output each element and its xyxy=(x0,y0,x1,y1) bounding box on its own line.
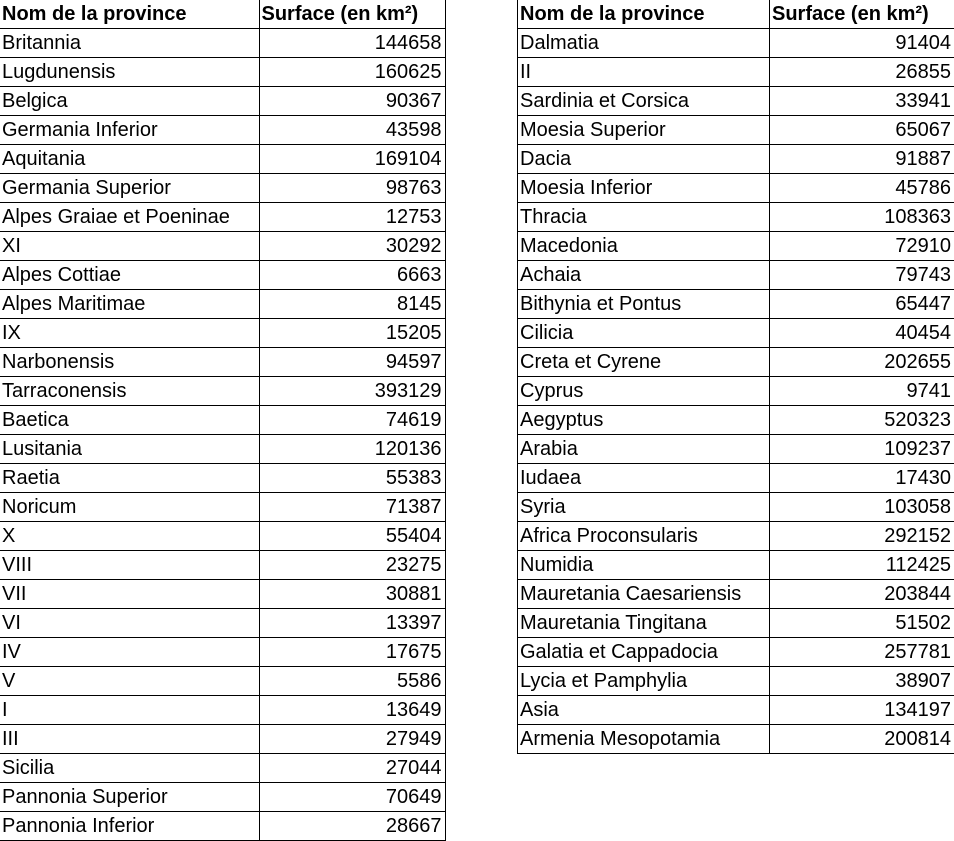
province-name-cell: Pannonia Superior xyxy=(0,783,259,812)
table-row xyxy=(0,348,445,377)
surface-cell: 26855 xyxy=(770,58,954,87)
surface-cell: 144658 xyxy=(259,29,445,58)
surface-cell: 203844 xyxy=(770,580,954,609)
surface-cell: 55383 xyxy=(259,464,445,493)
province-name-cell: V xyxy=(0,667,259,696)
table-row xyxy=(518,638,954,667)
table-row xyxy=(0,725,445,754)
province-name-cell: Africa Proconsularis xyxy=(518,522,770,551)
column-header-surface: Surface (en km²) xyxy=(770,0,954,29)
province-name-cell: IV xyxy=(0,638,259,667)
province-name-cell: X xyxy=(0,522,259,551)
surface-cell: 91887 xyxy=(770,145,954,174)
table-row xyxy=(518,29,954,58)
table-row xyxy=(0,29,445,58)
surface-cell: 112425 xyxy=(770,551,954,580)
table-row xyxy=(0,203,445,232)
table-row xyxy=(518,232,954,261)
province-name-cell: Alpes Graiae et Poeninae xyxy=(0,203,259,232)
province-name-cell: VII xyxy=(0,580,259,609)
province-name-cell: Lusitania xyxy=(0,435,259,464)
surface-cell: 27044 xyxy=(259,754,445,783)
table-row xyxy=(518,464,954,493)
province-name-cell: Pannonia Inferior xyxy=(0,812,259,841)
surface-cell: 15205 xyxy=(259,319,445,348)
province-name-cell: XI xyxy=(0,232,259,261)
surface-cell: 23275 xyxy=(259,551,445,580)
table-row xyxy=(518,145,954,174)
province-name-cell: Alpes Cottiae xyxy=(0,261,259,290)
province-name-cell: Belgica xyxy=(0,87,259,116)
table-row xyxy=(518,174,954,203)
province-name-cell: Dacia xyxy=(518,145,770,174)
surface-cell: 12753 xyxy=(259,203,445,232)
table-row xyxy=(518,87,954,116)
province-name-cell: Moesia Inferior xyxy=(518,174,770,203)
surface-cell: 65447 xyxy=(770,290,954,319)
surface-cell: 45786 xyxy=(770,174,954,203)
province-name-cell: Aquitania xyxy=(0,145,259,174)
province-name-cell: Syria xyxy=(518,493,770,522)
table-row xyxy=(518,203,954,232)
table-row xyxy=(0,174,445,203)
table-row xyxy=(0,435,445,464)
table-row xyxy=(0,522,445,551)
surface-cell: 43598 xyxy=(259,116,445,145)
province-name-cell: I xyxy=(0,696,259,725)
surface-cell: 38907 xyxy=(770,667,954,696)
province-name-cell: Germania Inferior xyxy=(0,116,259,145)
table-row xyxy=(518,435,954,464)
surface-cell: 72910 xyxy=(770,232,954,261)
table-row xyxy=(0,406,445,435)
table-row xyxy=(518,580,954,609)
province-name-cell: VI xyxy=(0,609,259,638)
province-name-cell: Macedonia xyxy=(518,232,770,261)
table-row xyxy=(518,493,954,522)
surface-cell: 200814 xyxy=(770,725,954,754)
surface-cell: 30292 xyxy=(259,232,445,261)
table-row xyxy=(0,696,445,725)
surface-cell: 71387 xyxy=(259,493,445,522)
surface-cell: 65067 xyxy=(770,116,954,145)
table-row xyxy=(518,551,954,580)
surface-cell: 33941 xyxy=(770,87,954,116)
table-row xyxy=(0,754,445,783)
province-name-cell: Lycia et Pamphylia xyxy=(518,667,770,696)
table-row xyxy=(0,667,445,696)
surface-cell: 55404 xyxy=(259,522,445,551)
province-name-cell: Narbonensis xyxy=(0,348,259,377)
table-row xyxy=(0,261,445,290)
table-row xyxy=(0,232,445,261)
table-row xyxy=(0,783,445,812)
province-name-cell: Tarraconensis xyxy=(0,377,259,406)
table-row xyxy=(518,696,954,725)
surface-cell: 70649 xyxy=(259,783,445,812)
table-row xyxy=(518,667,954,696)
surface-cell: 103058 xyxy=(770,493,954,522)
table-row xyxy=(518,290,954,319)
province-name-cell: Noricum xyxy=(0,493,259,522)
table-row xyxy=(0,58,445,87)
province-name-cell: IX xyxy=(0,319,259,348)
surface-cell: 169104 xyxy=(259,145,445,174)
province-name-cell: Cyprus xyxy=(518,377,770,406)
surface-cell: 94597 xyxy=(259,348,445,377)
table-row xyxy=(0,609,445,638)
table-row xyxy=(518,58,954,87)
province-name-cell: Numidia xyxy=(518,551,770,580)
province-name-cell: Raetia xyxy=(0,464,259,493)
table-row xyxy=(518,116,954,145)
province-name-cell: Galatia et Cappadocia xyxy=(518,638,770,667)
surface-cell: 30881 xyxy=(259,580,445,609)
province-name-cell: Baetica xyxy=(0,406,259,435)
province-name-cell: Armenia Mesopotamia xyxy=(518,725,770,754)
surface-cell: 202655 xyxy=(770,348,954,377)
province-name-cell: Iudaea xyxy=(518,464,770,493)
surface-cell: 17430 xyxy=(770,464,954,493)
surface-cell: 292152 xyxy=(770,522,954,551)
surface-cell: 160625 xyxy=(259,58,445,87)
surface-cell: 393129 xyxy=(259,377,445,406)
surface-cell: 520323 xyxy=(770,406,954,435)
surface-cell: 98763 xyxy=(259,174,445,203)
province-name-cell: Asia xyxy=(518,696,770,725)
surface-cell: 17675 xyxy=(259,638,445,667)
province-table-right xyxy=(517,0,954,754)
table-row xyxy=(518,725,954,754)
province-name-cell: Mauretania Tingitana xyxy=(518,609,770,638)
province-name-cell: Cilicia xyxy=(518,319,770,348)
table-row xyxy=(518,377,954,406)
column-header-name: Nom de la province xyxy=(518,0,770,29)
table-row xyxy=(0,638,445,667)
province-name-cell: Arabia xyxy=(518,435,770,464)
surface-cell: 257781 xyxy=(770,638,954,667)
province-name-cell: Aegyptus xyxy=(518,406,770,435)
province-name-cell: VIII xyxy=(0,551,259,580)
surface-cell: 40454 xyxy=(770,319,954,348)
surface-cell: 91404 xyxy=(770,29,954,58)
surface-cell: 134197 xyxy=(770,696,954,725)
province-name-cell: Sardinia et Corsica xyxy=(518,87,770,116)
table-row xyxy=(0,87,445,116)
table-row xyxy=(518,319,954,348)
table-row xyxy=(0,493,445,522)
surface-cell: 108363 xyxy=(770,203,954,232)
table-row xyxy=(0,145,445,174)
table-row xyxy=(0,290,445,319)
surface-cell: 109237 xyxy=(770,435,954,464)
surface-cell: 5586 xyxy=(259,667,445,696)
province-name-cell: Sicilia xyxy=(0,754,259,783)
surface-cell: 51502 xyxy=(770,609,954,638)
province-name-cell: Lugdunensis xyxy=(0,58,259,87)
column-header-name: Nom de la province xyxy=(0,0,259,29)
table-row xyxy=(0,319,445,348)
province-table-left xyxy=(0,0,446,841)
province-name-cell: Bithynia et Pontus xyxy=(518,290,770,319)
table-row xyxy=(0,580,445,609)
province-name-cell: Germania Superior xyxy=(0,174,259,203)
province-name-cell: III xyxy=(0,725,259,754)
header-row xyxy=(518,0,954,29)
surface-cell: 27949 xyxy=(259,725,445,754)
table-row xyxy=(518,261,954,290)
table-row xyxy=(0,551,445,580)
surface-cell: 9741 xyxy=(770,377,954,406)
table-row xyxy=(0,377,445,406)
surface-cell: 74619 xyxy=(259,406,445,435)
province-name-cell: Creta et Cyrene xyxy=(518,348,770,377)
surface-cell: 13397 xyxy=(259,609,445,638)
column-header-surface: Surface (en km²) xyxy=(259,0,445,29)
province-name-cell: Thracia xyxy=(518,203,770,232)
province-name-cell: Dalmatia xyxy=(518,29,770,58)
province-name-cell: Mauretania Caesariensis xyxy=(518,580,770,609)
table-row xyxy=(518,406,954,435)
surface-cell: 13649 xyxy=(259,696,445,725)
province-name-cell: Alpes Maritimae xyxy=(0,290,259,319)
province-name-cell: Moesia Superior xyxy=(518,116,770,145)
province-name-cell: Britannia xyxy=(0,29,259,58)
surface-cell: 120136 xyxy=(259,435,445,464)
table-row xyxy=(518,348,954,377)
surface-cell: 8145 xyxy=(259,290,445,319)
province-name-cell: Achaia xyxy=(518,261,770,290)
surface-cell: 6663 xyxy=(259,261,445,290)
table-row xyxy=(518,609,954,638)
table-row xyxy=(518,522,954,551)
surface-cell: 90367 xyxy=(259,87,445,116)
surface-cell: 79743 xyxy=(770,261,954,290)
table-row xyxy=(0,464,445,493)
table-row xyxy=(0,812,445,841)
surface-cell: 28667 xyxy=(259,812,445,841)
header-row xyxy=(0,0,445,29)
province-name-cell: II xyxy=(518,58,770,87)
table-row xyxy=(0,116,445,145)
